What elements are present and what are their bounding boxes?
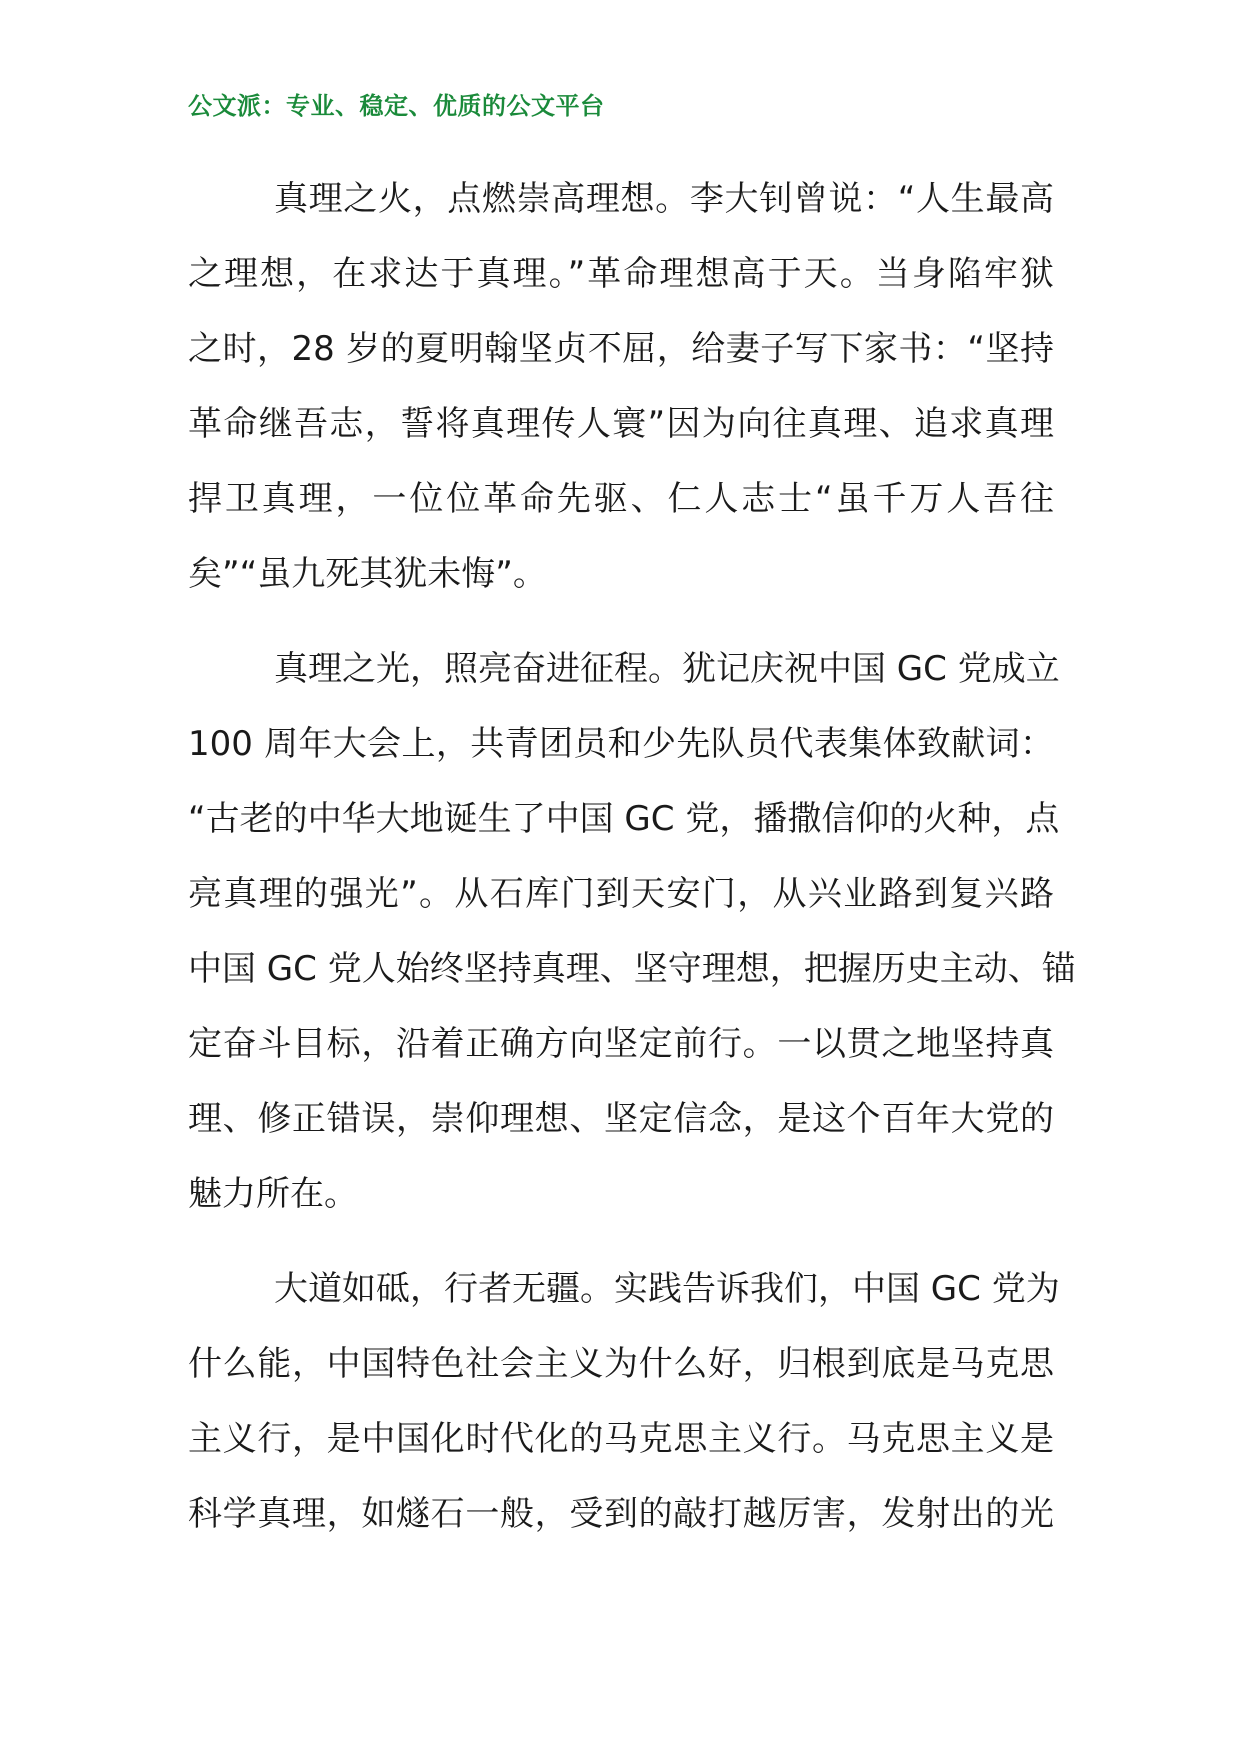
text-line: “古老的中华大地诞生了中国 GC 党，播撒信仰的火种，点 xyxy=(188,799,1060,839)
text-line: 科学真理，如燧石一般，受到的敲打越厉害，发射出的光 xyxy=(188,1494,1054,1534)
text-line: 大道如砥，行者无疆。实践告诉我们，中国 GC 党为 xyxy=(274,1269,1060,1309)
text-line: 中国 GC 党人始终坚持真理、坚守理想，把握历史主动、锚 xyxy=(188,949,1076,989)
text-line: 100 周年大会上，共青团员和少先队员代表集体致献词： xyxy=(188,724,1054,764)
document-body xyxy=(188,162,1076,1552)
text-line: 理、修正错误，崇仰理想、坚定信念，是这个百年大党的 xyxy=(188,1099,1054,1139)
text-line: 主义行，是中国化时代化的马克思主义行。马克思主义是 xyxy=(188,1419,1054,1459)
text-line: 定奋斗目标，沿着正确方向坚定前行。一以贯之地坚持真 xyxy=(188,1024,1054,1064)
text-line: 矣”“虽九死其犹未悔”。 xyxy=(188,554,547,594)
text-line: 魅力所在。 xyxy=(188,1174,358,1214)
text-line: 之时，28 岁的夏明翰坚贞不屈，给妻子写下家书：“坚持 xyxy=(188,329,1054,369)
text-line: 亮真理的强光”。从石库门到天安门，从兴业路到复兴路 xyxy=(188,874,1054,914)
text-line: 捍卫真理，一位位革命先驱、仁人志士“虽千万人吾往 xyxy=(188,479,1054,519)
paragraph-2 xyxy=(188,632,1076,1232)
text-line: 什么能，中国特色社会主义为什么好，归根到底是马克思 xyxy=(188,1344,1054,1384)
text-line: 革命继吾志，誓将真理传人寰”因为向往真理、追求真理 xyxy=(188,404,1054,444)
paragraph-3 xyxy=(188,1252,1060,1552)
text-line: 之理想，在求达于真理。”革命理想高于天。当身陷牢狱 xyxy=(188,254,1054,294)
paragraph-1 xyxy=(188,162,1054,612)
text-line: 真理之火，点燃崇高理想。李大钊曾说：“人生最高 xyxy=(274,179,1054,219)
site-header: 公文派：专业、稳定、优质的公文平台 xyxy=(188,91,605,120)
text-line: 真理之光，照亮奋进征程。犹记庆祝中国 GC 党成立 xyxy=(274,649,1060,689)
